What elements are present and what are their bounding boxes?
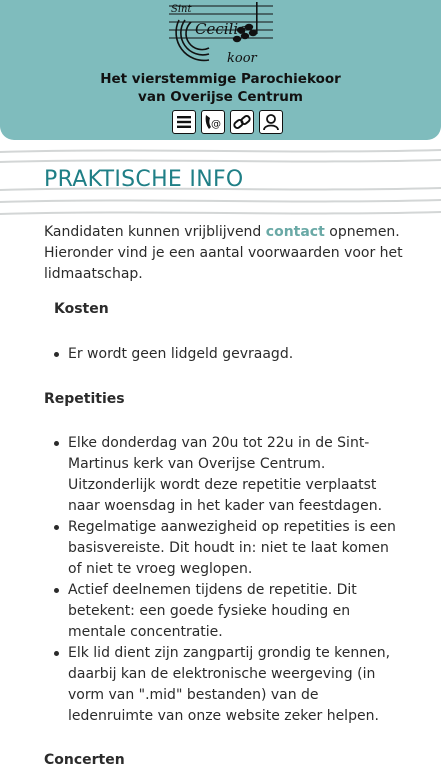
logo-text-cecilia: Cecilia [195, 20, 248, 38]
repetities-list [44, 433, 406, 727]
site-header [0, 0, 441, 140]
menu-icon[interactable] [172, 110, 196, 134]
intro-text-end: opnemen. Hieronder vind je een aantal voorwaarden voor het lidmaatschap. [44, 224, 403, 282]
kosten-list [44, 344, 406, 365]
intro-text-start: Kandidaten kunnen vrijblijvend [44, 224, 266, 240]
section-heading-kosten: Kosten [54, 301, 109, 317]
list-item: Er wordt geen lidgeld gevraagd. [44, 344, 406, 365]
links-icon[interactable] [230, 110, 254, 134]
choir-logo[interactable] [161, 0, 281, 66]
list-item: Elk lid dient zijn zangpartij grondig te kennen, daarbij kan de elektronische weergeving (in vorm van ".mid" bestanden) van de ledenruimte van onze website zeker helpen. [44, 643, 406, 727]
section-heading-repetities: Repetities [44, 391, 125, 407]
svg-text:@: @ [211, 119, 221, 130]
member-icon[interactable] [259, 110, 283, 134]
list-item: Regelmatige aanwezigheid op repetities is een basisvereiste. Dit houdt in: niet te laat komen of niet te vroeg weglopen. [44, 517, 406, 580]
logo-text-koor: koor [227, 51, 257, 66]
contact-icon[interactable] [201, 110, 225, 134]
tagline [0, 70, 441, 106]
list-item: Elke donderdag van 20u tot 22u in de Sint-Martinus kerk van Overijse Centrum. Uitzonderlijk wordt deze repetitie verplaatst naar woensdag in het kader van feestdagen. [44, 433, 406, 517]
tagline-line-2: van Overijse Centrum [138, 89, 303, 105]
contact-link[interactable]: contact [265, 224, 325, 240]
list-item: Actief deelnemen tijdens de repetitie. Dit betekent: een goede fysieke houding en mentale concentratie. [44, 580, 406, 643]
section-heading-concerten: Concerten [44, 752, 125, 768]
page-title: PRAKTISCHE INFO [44, 167, 244, 192]
header-icon-bar [172, 110, 288, 136]
intro-paragraph [44, 222, 404, 285]
logo-text-sint: Sint [171, 4, 192, 15]
tagline-line-1: Het vierstemmige Parochiekoor [100, 71, 341, 87]
